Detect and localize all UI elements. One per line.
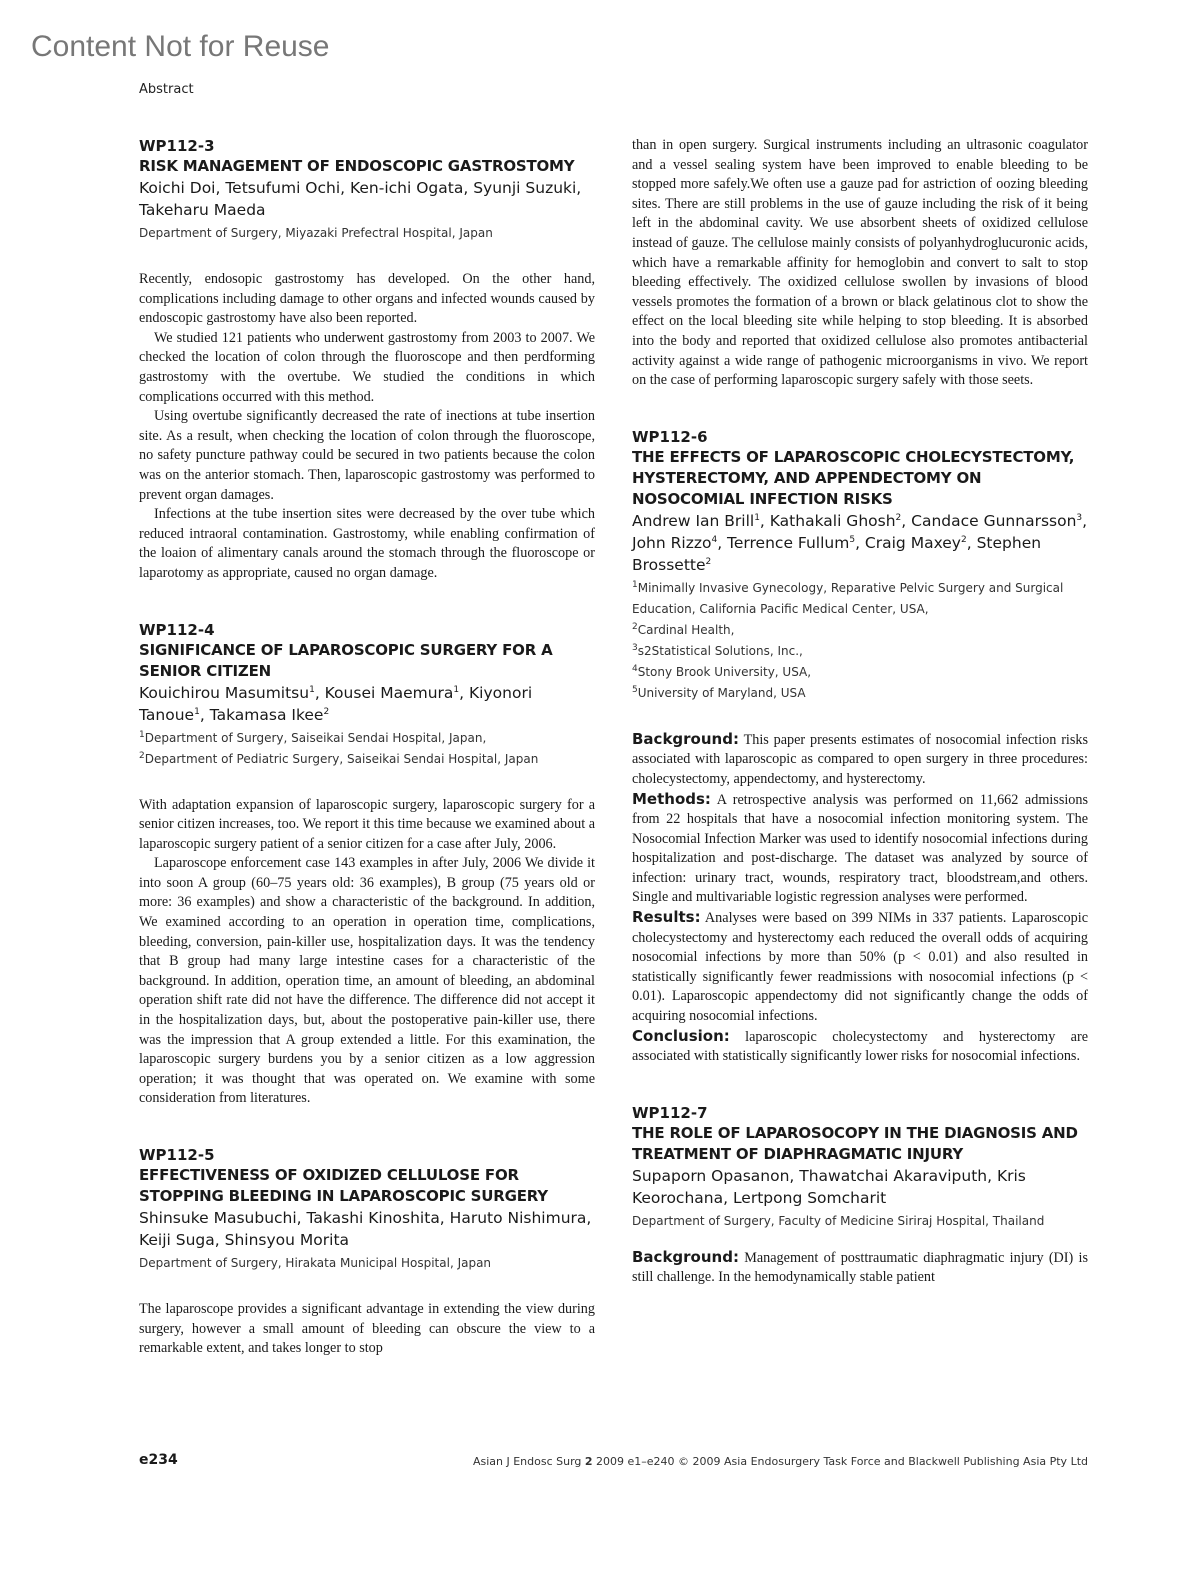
body-paragraph: Using overtube significantly decreased the rate of inections at tube insertion site. As a result, when checking the location of colon through the fluoroscope, no safety puncture pathway could be secured in two patients because the colon was on the anterior stomach. Then, laparoscopic gastrostomy was performed to prevent organ damages. — [139, 408, 595, 503]
abstract-body — [632, 1248, 1088, 1288]
abstract-code: WP112-6 — [632, 427, 708, 446]
abstract-authors: Shinsuke Masubuchi, Takashi Kinoshita, Haruto Nishimura, Keiji Suga, Shinsyou Morita — [139, 1209, 592, 1249]
background-label: Background: — [632, 1247, 739, 1266]
abstract-title: THE EFFECTS OF LAPAROSCOPIC CHOLECYSTECTOMY, HYSTERECTOMY, AND APPENDECTOMY ON NOSOCOMIAL INFECTION RISKS — [632, 447, 1075, 508]
left-column — [139, 136, 595, 1359]
methods-paragraph: Methods: A retrospective analysis was performed on 11,662 admissions from 22 hospitals that have a nosocomial infection monitoring system. The Nosocomial Infection Marker was used to identify nosocomial infections during hospitalization and post-discharge. The dataset was analyzed by source of infection: urinary tract, wounds, respiratory tract, bloodstream,and others. Single and multivariable logistic regression analyses were performed. — [632, 789, 1088, 906]
abstract-code: WP112-5 — [139, 1146, 215, 1164]
abstract-affiliation: $^1$Department of Surgery, Saiseikai Sendai Hospital, Japan, $^2$Department of Pediatric Surgery, Saiseikai Sendai Hospital, Japan — [139, 729, 539, 766]
abstract-wp112-5 — [139, 1145, 595, 1359]
abstract-authors: Supaporn Opasanon, Thawatchai Akaraviputh, Kris Keorochana, Lertpong Somcharit — [632, 1166, 1026, 1207]
right-column — [632, 136, 1088, 1288]
abstract-affiliation: Department of Surgery, Faculty of Medicine Siriraj Hospital, Thailand — [632, 1213, 1045, 1228]
abstract-code: WP112-3 — [139, 137, 215, 155]
page-number: e234 — [139, 1452, 178, 1468]
abstract-body — [139, 1300, 595, 1359]
abstract-affiliation: Department of Surgery, Miyazaki Prefectral Hospital, Japan — [139, 226, 493, 240]
body-paragraph: With adaptation expansion of laparoscopic surgery, laparoscopic surgery for a senior citizen increases, too. We report it this time because we examined about a laparoscopic surgery patient of a senior citizen for a case after July, 2006. — [139, 796, 595, 852]
abstract-title: EFFECTIVENESS OF OXIDIZED CELLULOSE FOR STOPPING BLEEDING IN LAPAROSCOPIC SURGERY — [139, 1166, 548, 1205]
abstract-authors: Andrew Ian Brill$^1$, Kathakali Ghosh$^2$, Candace Gunnarsson$^3$, John Rizzo$^4$, Terrence Fullum$^5$, Craig Maxey$^2$, Stephen Brossette$^2$ — [632, 511, 1088, 574]
results-paragraph: Results: Analyses were based on 399 NIMs in 337 patients. Laparoscopic cholecystectomy and hysterectomy each reduced the overall odds of acquiring nosocomial infections by more than 50% (p < 0.01) and also resulted in statistically significantly fewer readmissions with nosocomial infections (p < 0.01). Laparoscopic appendectomy did not significantly change the odds of acquiring nosocomial infections. — [632, 908, 1088, 1025]
abstract-body — [139, 796, 595, 1110]
abstract-title: SIGNIFICANCE OF LAPAROSCOPIC SURGERY FOR A SENIOR CITIZEN — [139, 640, 553, 680]
abstract-wp112-6 — [632, 427, 1088, 1067]
journal-citation: Asian J Endosc Surg 2 2009 e1–e240 © 2009 Asia Endosurgery Task Force and Blackwell Publishing Asia Pty Ltd — [472, 1455, 1088, 1468]
abstract-body — [139, 270, 595, 584]
results-label: Results: — [632, 908, 701, 927]
background-label: Background: — [632, 729, 739, 748]
background-paragraph: Background: Management of posttraumatic diaphragmatic injury (DI) is still challenge. In the hemodynamically stable patient — [632, 1247, 1088, 1286]
abstract-title: RISK MANAGEMENT OF ENDOSCOPIC GASTROSTOMY — [139, 157, 575, 175]
abstract-wp112-4 — [139, 620, 595, 1110]
abstract-affiliation: $^1$Minimally Invasive Gynecology, Reparative Pelvic Surgery and Surgical Education, California Pacific Medical Center, USA, $^2$Cardinal Health, $^3$s2Statistical Solutions, Inc., $^4$Stony Brook University, USA, $^5$University of Maryland, USA — [632, 579, 1064, 700]
watermark: Content Not for Reuse — [31, 30, 330, 63]
abstract-authors: Kouichirou Masumitsu$^1$, Kousei Maemura$^1$, Kiyonori Tanoue$^1$, Takamasa Ikee$^2$ — [139, 683, 533, 724]
abstract-wp112-3 — [139, 136, 595, 584]
body-paragraph: We studied 121 patients who underwent gastrostomy from 2003 to 2007. We checked the location of colon through the fluoroscope and then perdforming gastrostomy with the overtube. We studied the conditions in which complications occurred with this method. — [139, 329, 595, 405]
background-paragraph: Background: This paper presents estimates of nosocomial infection risks associated with laparoscopic as compared to open surgery in three procedures: cholecystectomy, appendectomy, and hysterectomy. — [632, 729, 1088, 787]
section-label: Abstract — [139, 82, 194, 97]
body-paragraph: Infections at the tube insertion sites were decreased by the over tube which reduced intraoral contamination. Gastrostomy, while enabling confirmation of the loaion of alimentary canals around the stomach through the fluoroscope or laparotomy as appropriate, caused no organ damage. — [139, 506, 595, 581]
abstract-affiliation: Department of Surgery, Hirakata Municipal Hospital, Japan — [139, 1256, 492, 1270]
body-paragraph: than in open surgery. Surgical instruments including an ultrasonic coagulator and a vessel sealing system have been improved to enable bleeding to be stopped more safely.We often use a gauze pad for astriction of oozing bleeding sites. There are still problems in the use of gauze including the risk of it being left in the abdominal cavity. We use absorbent sheets of oxidized cellulose instead of gauze. The cellulose mainly consists of polyanhydroglucuronic acids, which have a remarkable affinity for hemoglobin and convert to salt to stop bleeding effectively. The oxidized cellulose swollen by invasions of blood vessels promotes the formation of a brown or black gelatinous clot to show the effect on the local bleeding site while helping to stop bleeding. It is absorbed into the body and reported that oxidized cellulose also promotes antibacterial activity against a wide range of pathogenic microorganisms in vivo. We report on the case of performing laparoscopic surgery safely with those seets. — [632, 137, 1088, 389]
abstract-body-continued — [632, 136, 1088, 391]
abstract-code: WP112-7 — [632, 1103, 708, 1122]
conclusion-label: Conclusion: — [632, 1026, 730, 1045]
abstract-code: WP112-4 — [139, 620, 215, 639]
body-paragraph: Recently, endosopic gastrostomy has developed. On the other hand, complications including damage to other organs and infected wounds caused by endoscopic gastrostomy have also been reported. — [139, 271, 595, 327]
body-paragraph: Laparoscope enforcement case 143 examples in after July, 2006 We divide it into soon A group (60–75 years old: 36 examples), B group (75 years old or more: 36 examples) and show a characteristic of the background. In addition, We examined according to an operation in operation time, complications, bleeding, conversion, pain-killer use, hospitalization days. It was the tendency that B group had many large intestine cases for a characteristic of the background. In addition, operation time, an amount of bleeding, an abdominal operation shift rate did not have the difference. The difference did not accept it in the hospitalization days, but, about the postoperative pain-killer use, there was the impression that A group extended a little. For this examination, the laparoscopic surgery burdens you by a senior citizen as a low aggression operation; it was thought that was operated on. We examine with some consideration from literatures. — [139, 855, 595, 1107]
abstract-title: THE ROLE OF LAPAROSOCOPY IN THE DIAGNOSIS AND TREATMENT OF DIAPHRAGMATIC INJURY — [632, 1123, 1078, 1163]
abstract-authors: Koichi Doi, Tetsufumi Ochi, Ken-ichi Ogata, Syunji Suzuki, Takeharu Maeda — [139, 179, 582, 219]
conclusion-paragraph: Conclusion: laparoscopic cholecystectomy and hysterectomy are associated with statistically significantly lower risks for nosocomial infections. — [632, 1026, 1088, 1065]
abstract-wp112-7 — [632, 1103, 1088, 1288]
body-paragraph: The laparoscope provides a significant advantage in extending the view during surgery, however a small amount of bleeding can obscure the view to a remarkable extent, and takes longer to stop — [139, 1301, 595, 1357]
methods-label: Methods: — [632, 789, 711, 808]
abstract-body — [632, 730, 1088, 1067]
